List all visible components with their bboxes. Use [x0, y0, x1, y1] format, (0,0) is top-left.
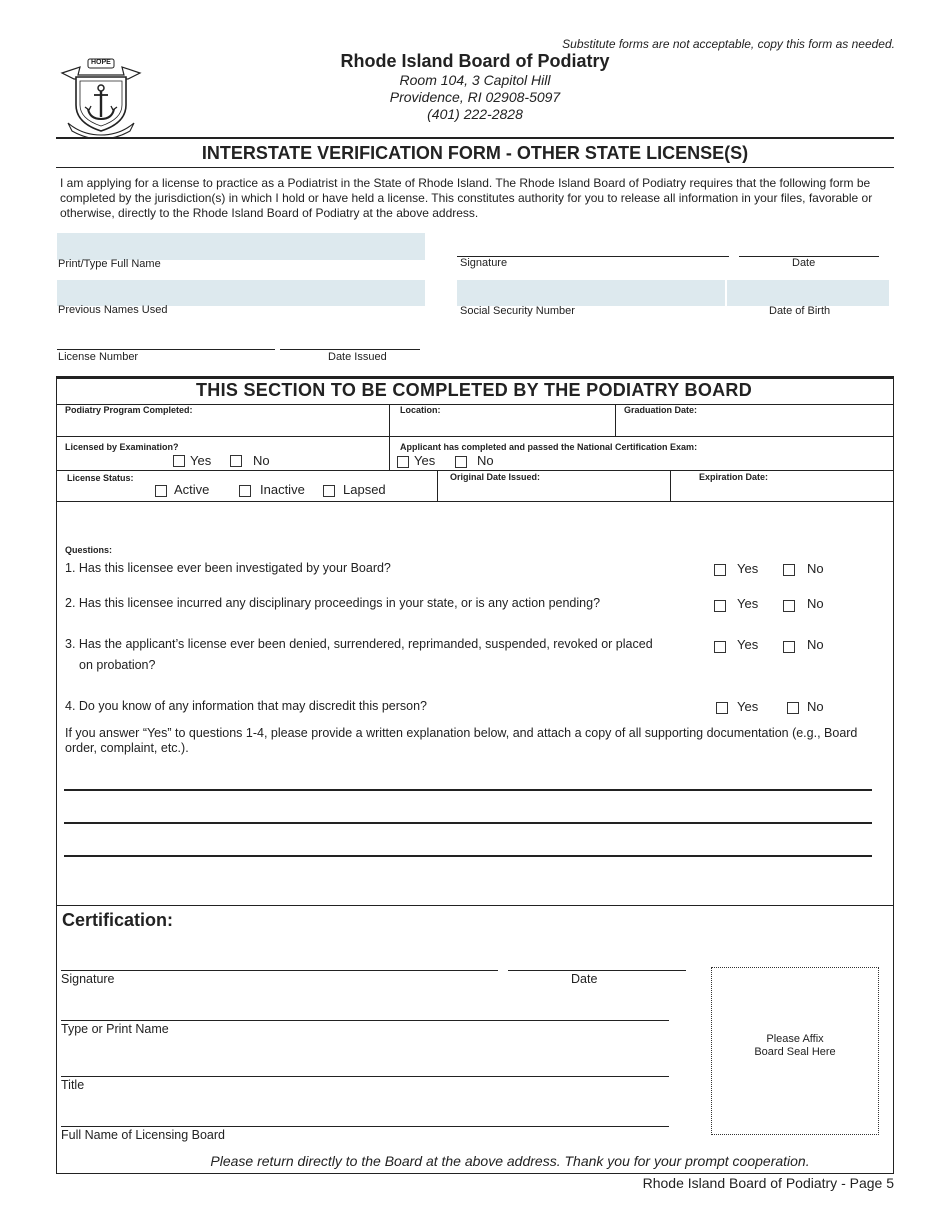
q4-no-checkbox[interactable] — [787, 702, 799, 714]
national-yes-label: Yes — [414, 453, 436, 468]
dob-label: Date of Birth — [769, 305, 831, 317]
state-seal — [58, 55, 144, 139]
org-address-line2: Providence, RI 02908-5097 — [389, 89, 561, 105]
q4-no-label: No — [807, 699, 824, 714]
row1-divider-a — [389, 404, 390, 436]
title-rule-top — [56, 137, 894, 139]
q1-no-label: No — [807, 561, 824, 576]
national-exam-label: Applicant has completed and passed the National Certification Exam: — [400, 442, 698, 452]
row3-rule — [56, 501, 894, 502]
certification-rule — [56, 905, 894, 906]
license-status-label: License Status: — [67, 473, 134, 483]
date-issued-line[interactable] — [280, 349, 420, 350]
row3-divider-a — [437, 470, 438, 501]
location-label: Location: — [400, 405, 441, 415]
row3-divider-b — [670, 470, 671, 501]
cert-date-label: Date — [571, 972, 598, 986]
exam-yes-checkbox[interactable] — [173, 455, 185, 467]
expiration-label: Expiration Date: — [699, 472, 769, 482]
cert-signature-line[interactable] — [61, 970, 498, 971]
exam-yes-label: Yes — [190, 453, 212, 468]
q2-yes-label: Yes — [737, 596, 759, 611]
question-1: 1. Has this licensee ever been investigated by your Board? — [65, 561, 391, 575]
cert-title-line[interactable] — [61, 1076, 669, 1077]
q3-yes-label: Yes — [737, 637, 759, 652]
org-name: Rhode Island Board of Podiatry — [340, 51, 610, 71]
date-label: Date — [792, 257, 816, 269]
status-lapsed-checkbox[interactable] — [323, 485, 335, 497]
q2-yes-checkbox[interactable] — [714, 600, 726, 612]
cert-print-name-label: Type or Print Name — [61, 1022, 169, 1036]
q1-yes-checkbox[interactable] — [714, 564, 726, 576]
questions-label: Questions: — [65, 545, 113, 555]
cert-title-label: Title — [61, 1078, 85, 1092]
org-address-line1: Room 104, 3 Capitol Hill — [399, 72, 551, 88]
form-title: INTERSTATE VERIFICATION FORM - OTHER STATE LICENSE(S) — [201, 143, 749, 163]
full-name-input[interactable] — [57, 233, 425, 260]
q3-yes-checkbox[interactable] — [714, 641, 726, 653]
national-no-label: No — [477, 453, 494, 468]
cert-board-name-label: Full Name of Licensing Board — [61, 1128, 225, 1142]
row1-rule — [56, 436, 894, 437]
status-active-label: Active — [174, 482, 210, 497]
q3-no-checkbox[interactable] — [783, 641, 795, 653]
question-3-line2: on probation? — [79, 658, 156, 672]
row2-rule — [56, 470, 894, 471]
board-section-heading: THIS SECTION TO BE COMPLETED BY THE PODIATRY BOARD — [195, 380, 753, 400]
status-inactive-label: Inactive — [260, 482, 305, 497]
q2-no-label: No — [807, 596, 824, 611]
graduation-label: Graduation Date: — [624, 405, 698, 415]
q1-yes-label: Yes — [737, 561, 759, 576]
seal-hope-text: HOPE — [91, 59, 111, 66]
license-number-line[interactable] — [57, 349, 275, 350]
date-issued-label: Date Issued — [328, 351, 387, 363]
status-inactive-checkbox[interactable] — [239, 485, 251, 497]
return-note: Please return directly to the Board at the above address. Thank you for your prompt cooperation. — [210, 1153, 810, 1169]
seal-instruction-line2: Board Seal Here — [754, 1046, 836, 1058]
intro-paragraph: I am applying for a license to practice as a Podiatrist in the State of Rhode Island. The Rhode Island Board of Podiatry requires that the following form be completed by the jurisdiction(s) in which I hold or have held a license. This constitutes authority for you to release all information in your files, favorable or otherwise, directly to the Rhode Island Board of Podiatry at the above address. — [60, 176, 873, 220]
program-label: Podiatry Program Completed: — [65, 405, 193, 415]
previous-names-label: Previous Names Used — [58, 304, 168, 316]
ssn-label: Social Security Number — [460, 305, 575, 317]
national-yes-checkbox[interactable] — [397, 456, 409, 468]
cert-date-line[interactable] — [508, 970, 686, 971]
q4-yes-checkbox[interactable] — [716, 702, 728, 714]
row2-divider — [389, 436, 390, 470]
q1-no-checkbox[interactable] — [783, 564, 795, 576]
dob-input[interactable] — [727, 280, 889, 306]
org-phone: (401) 222-2828 — [427, 106, 523, 122]
status-lapsed-label: Lapsed — [343, 482, 386, 497]
explanation-line-3[interactable] — [64, 855, 872, 857]
original-date-label: Original Date Issued: — [450, 472, 541, 482]
certification-heading: Certification: — [62, 910, 174, 930]
signature-label: Signature — [460, 257, 508, 269]
seal-instruction-line1: Please Affix — [766, 1033, 824, 1045]
cert-signature-label: Signature — [61, 972, 115, 986]
status-active-checkbox[interactable] — [155, 485, 167, 497]
q2-no-checkbox[interactable] — [783, 600, 795, 612]
licensed-exam-label: Licensed by Examination? — [65, 442, 179, 452]
explanation-line-2[interactable] — [64, 822, 872, 824]
row1-divider-b — [615, 404, 616, 436]
explanation-line-1[interactable] — [64, 789, 872, 791]
explanation-instructions: If you answer “Yes” to questions 1-4, please provide a written explanation below, and attach a copy of all supporting documentation (e.g., Board order, complaint, etc.). — [65, 726, 858, 755]
cert-print-name-line[interactable] — [61, 1020, 669, 1021]
title-rule-bottom — [56, 167, 894, 168]
national-no-checkbox[interactable] — [455, 456, 467, 468]
license-number-label: License Number — [58, 351, 139, 363]
cert-board-name-line[interactable] — [61, 1126, 669, 1127]
question-2: 2. Has this licensee incurred any disciplinary proceedings in your state, or is any action pending? — [65, 596, 601, 610]
substitute-forms-note: Substitute forms are not acceptable, copy this form as needed. — [562, 37, 895, 51]
previous-names-input[interactable] — [57, 280, 425, 306]
page-footer: Rhode Island Board of Podiatry - Page 5 — [642, 1175, 894, 1191]
question-4: 4. Do you know of any information that may discredit this person? — [65, 699, 427, 713]
question-3-line1: 3. Has the applicant’s license ever been denied, surrendered, reprimanded, suspended, revoked or placed — [65, 637, 653, 651]
q4-yes-label: Yes — [737, 699, 759, 714]
q3-no-label: No — [807, 637, 824, 652]
ssn-input[interactable] — [457, 280, 725, 306]
exam-no-label: No — [253, 453, 270, 468]
exam-no-checkbox[interactable] — [230, 455, 242, 467]
full-name-label: Print/Type Full Name — [58, 258, 161, 270]
